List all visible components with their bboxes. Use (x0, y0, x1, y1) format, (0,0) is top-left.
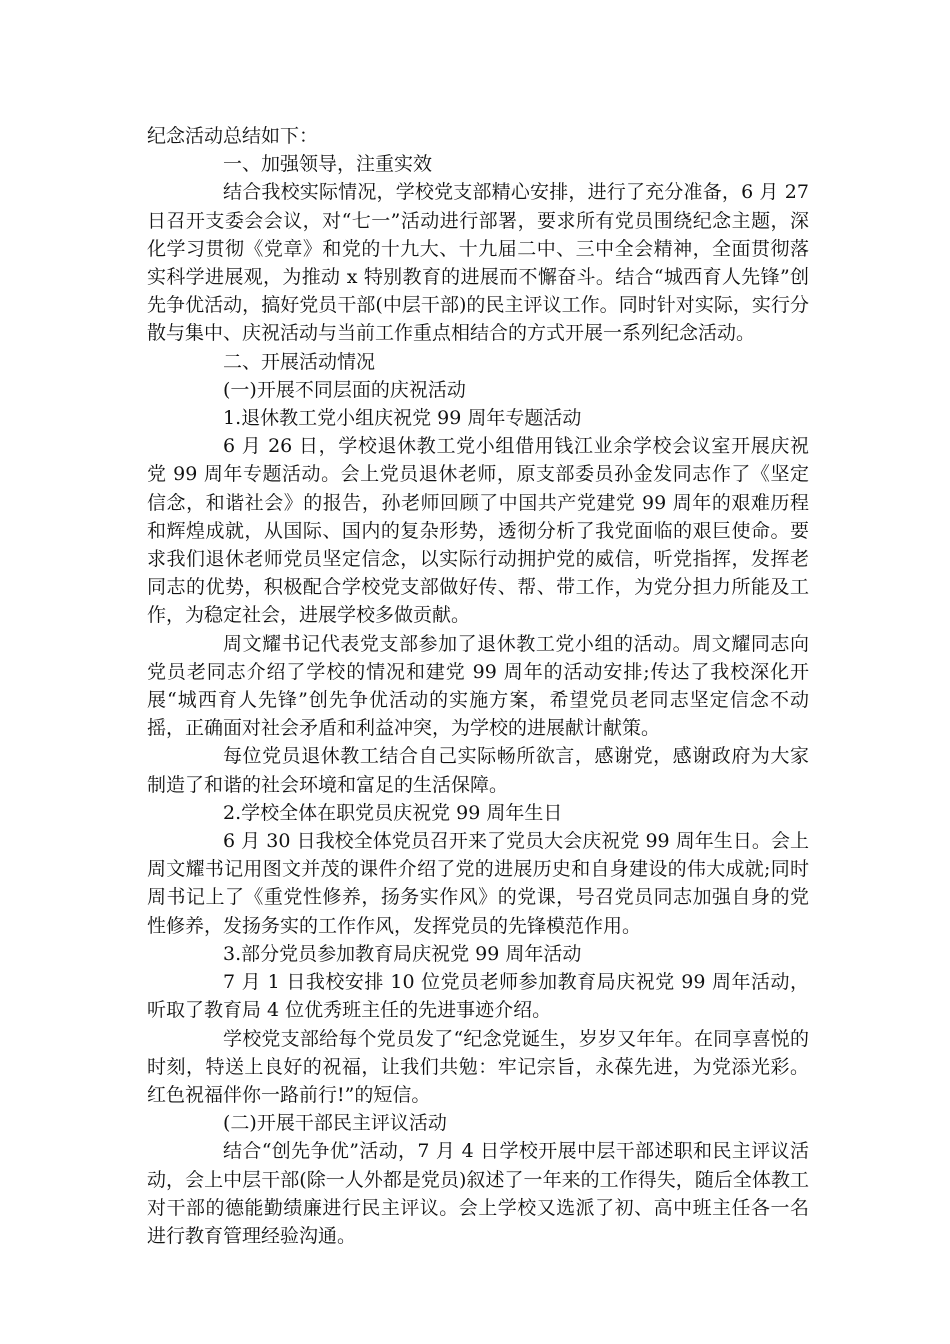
paragraph-1: 结合我校实际情况，学校党支部精心安排，进行了充分准备，6 月 27 日召开支委会会议，对“七一”活动进行部署，要求所有党员围绕纪念主题，深化学习贯彻《党章》和党的十九大、十九届二中、三中全会精神，全面贯彻落实科学进展观，为推动 x 特别教育的进展而不懈奋斗。结合“城西育人先锋”创先争优活动，搞好党员干部(中层干部)的民主评议工作。同时针对实际，实行分散与集中、庆祝活动与当前工作重点相结合的方式开展一系列纪念活动。 (147, 181, 809, 345)
paragraph-5: 6 月 30 日我校全体党员召开来了党员大会庆祝党 99 周年生日。会上周文耀书记用图文并茂的课件介绍了党的进展历史和自身建设的伟大成就;同时周书记上了《重党性修养，扬务实作风》的党课，号召党员同志加强自身的党性修养，发扬务实的工作作风，发挥党员的先锋模范作用。 (147, 830, 809, 937)
subsection-heading-1: (一)开展不同层面的庆祝活动 (223, 378, 466, 401)
section-heading-2: 二、开展活动情况 (223, 350, 376, 373)
intro-line: 纪念活动总结如下： (147, 125, 319, 147)
section-heading-1: 一、加强领导，注重实效 (223, 153, 433, 176)
paragraph-2: 6 月 26 日，学校退休教工党小组借用钱江业余学校会议室开展庆祝党 99 周年专题活动。会上党员退休老师，原支部委员孙金发同志作了《坚定信念，和谐社会》的报告，孙老师回顾了中国共产党建党 99 周年的艰难历程和辉煌成就，从国际、国内的复杂形势，透彻分析了我党面临的艰巨使命。要求我们退休老师党员坚定信念，以实际行动拥护党的威信，听党指挥，发挥老同志的优势，积极配合学校党支部做好传、帮、带工作，为党分担力所能及工作，为稳定社会，进展学校多做贡献。 (147, 435, 809, 627)
document-body (147, 122, 809, 1250)
item-heading-1: 1.退休教工党小组庆祝党 99 周年专题活动 (223, 407, 582, 430)
item-heading-3: 3.部分党员参加教育局庆祝党 99 周年活动 (223, 942, 582, 965)
paragraph-7: 学校党支部给每个党员发了“纪念党诞生，岁岁又年年。在同享喜悦的时刻，特送上良好的祝福，让我们共勉：牢记宗旨，永葆先进，为党添光彩。红色祝福伴你一路前行!”的短信。 (147, 1027, 809, 1106)
item-heading-2: 2.学校全体在职党员庆祝党 99 周年生日 (223, 801, 563, 824)
subsection-heading-2: (二)开展干部民主评议活动 (223, 1112, 447, 1135)
paragraph-3: 周文耀书记代表党支部参加了退休教工党小组的活动。周文耀同志向党员老同志介绍了学校的情况和建党 99 周年的活动安排;传达了我校深化开展“城西育人先锋”创先争优活动的实施方案，希望党员老同志坚定信念不动摇，正确面对社会矛盾和利益冲突，为学校的进展献计献策。 (147, 632, 809, 740)
paragraph-6: 7 月 1 日我校安排 10 位党员老师参加教育局庆祝党 99 周年活动，听取了教育局 4 位优秀班主任的先进事迹介绍。 (147, 971, 809, 1022)
paragraph-8: 结合“创先争优”活动，7 月 4 日学校开展中层干部述职和民主评议活动，会上中层干部(除一人外都是党员)叙述了一年来的工作得失，随后全体教工对干部的德能勤绩廉进行民主评议。会上学校又选派了初、高中班主任各一名进行教育管理经验沟通。 (147, 1140, 809, 1247)
paragraph-4: 每位党员退休教工结合自己实际畅所欲言，感谢党，感谢政府为大家制造了和谐的社会环境和富足的生活保障。 (147, 745, 809, 796)
